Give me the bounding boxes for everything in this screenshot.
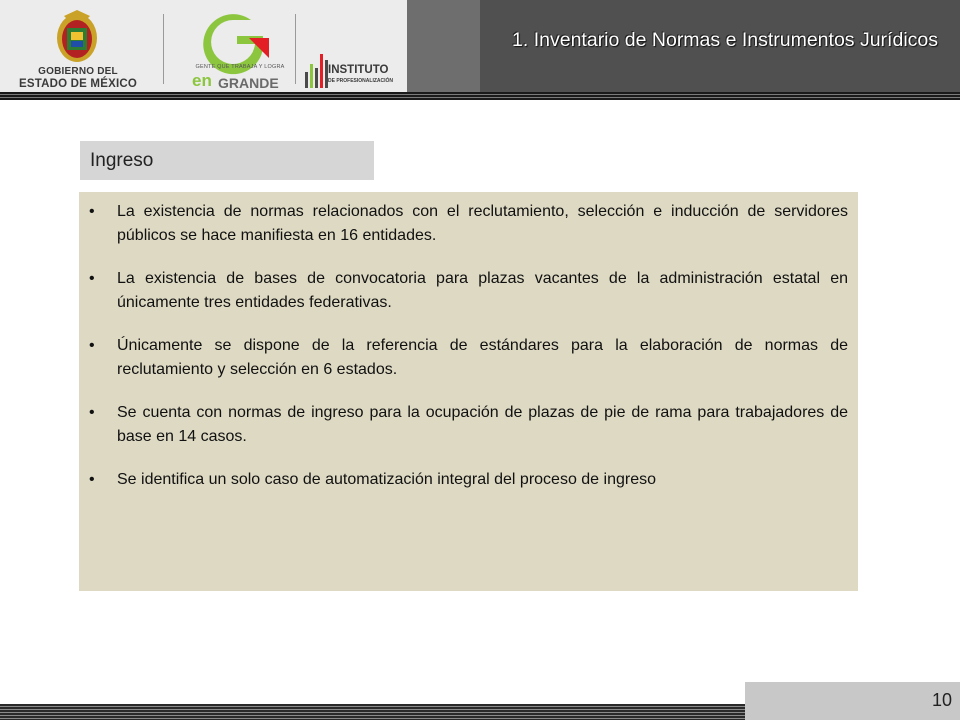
engrande-tagline: GENTE QUE TRABAJA Y LOGRA [195, 64, 285, 70]
list-item [89, 401, 848, 449]
list-item [89, 468, 848, 492]
bullet-text: Únicamente se dispone de la referencia de estándares para la elaboración de normas de reclutamiento y selección en 6 estados. [117, 337, 848, 378]
gob-logo-line1: GOBIERNO DEL [38, 66, 118, 77]
bullet-text: Se cuenta con normas de ingreso para la ocupación de plazas de pie de rama para trabajadores de base en 14 casos. [117, 404, 848, 445]
gob-logo-line2: ESTADO DE MÉXICO [19, 78, 137, 90]
gobierno-estado-mexico-logo [8, 6, 138, 90]
bullet-text: Se identifica un solo caso de automatización integral del proceso de ingreso [117, 471, 656, 488]
bullet-icon: • [89, 337, 95, 354]
bullet-icon: • [89, 270, 95, 287]
instituto-line2: DE PROFESIONALIZACIÓN [328, 78, 394, 84]
bullet-icon: • [89, 203, 95, 220]
list-item [89, 200, 848, 248]
instituto-bars-icon [304, 48, 330, 88]
coat-of-arms-icon [52, 8, 102, 64]
engrande-grande: GRANDE [218, 75, 279, 91]
bullet-list [89, 200, 848, 492]
section-label: Ingreso [80, 141, 374, 180]
content-box [79, 192, 858, 591]
logo-panel [0, 0, 407, 92]
engrande-en: en [192, 71, 212, 90]
bullet-icon: • [89, 404, 95, 421]
list-item [89, 267, 848, 315]
header-stripes [0, 92, 960, 100]
bullet-icon: • [89, 471, 95, 488]
slide-title: 1. Inventario de Normas e Instrumentos Jurídicos [512, 29, 938, 51]
list-item [89, 334, 848, 382]
logo-divider [163, 14, 164, 84]
page-number-box [745, 682, 960, 720]
title-panel [480, 0, 960, 92]
bullet-text: La existencia de normas relacionados con el reclutamiento, selección e inducción de servidores públicos se hace manifiesta en 16 entidades. [117, 203, 848, 244]
logo-divider-2 [295, 14, 296, 84]
bullet-text: La existencia de bases de convocatoria para plazas vacantes de la administración estatal en únicamente tres entidades federativas. [117, 270, 848, 311]
instituto-line1: INSTITUTO [328, 64, 389, 76]
page-number: 10 [931, 690, 952, 710]
